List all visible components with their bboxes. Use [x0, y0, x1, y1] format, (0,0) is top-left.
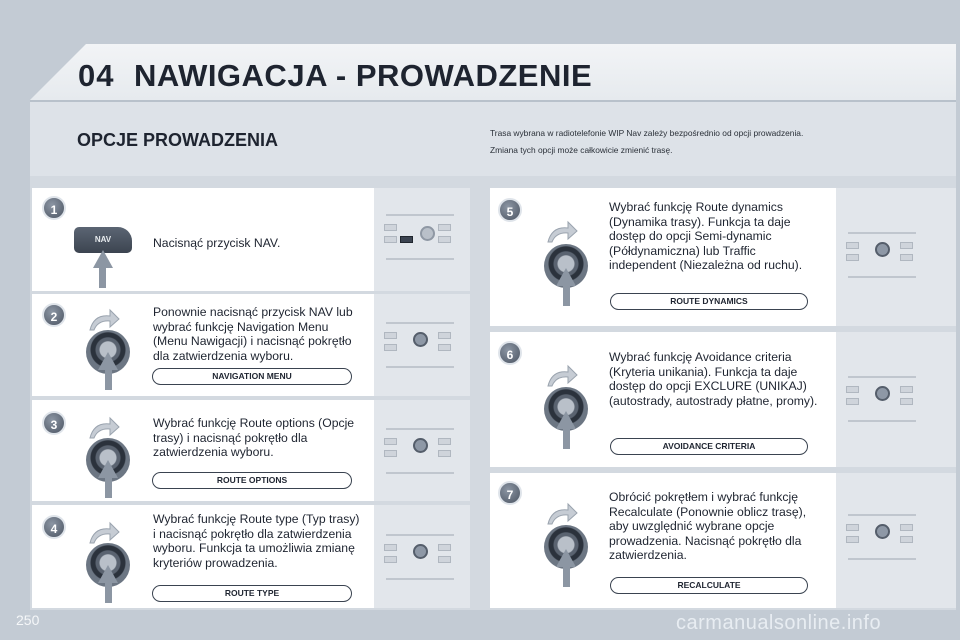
- step-badge-1: 1: [42, 196, 66, 220]
- press-arrow-stem: [105, 581, 112, 603]
- press-arrow-stem: [563, 284, 570, 306]
- menu-label-route-dynamics: ROUTE DYNAMICS: [610, 293, 808, 310]
- radio-panel-icon: [842, 228, 922, 284]
- page-number: 250: [16, 612, 40, 628]
- radio-panel-icon: [380, 424, 460, 480]
- menu-label-route-options: ROUTE OPTIONS: [152, 472, 352, 489]
- step-text-2: Ponownie nacisnąć przycisk NAV lub wybrać funkcję Navigation Menu (Menu Nawigacji) i nacisnąć pokrętło dla zatwierdzenia wyboru.: [153, 305, 353, 363]
- step-badge-7: 7: [498, 481, 522, 505]
- press-arrow-stem: [99, 266, 106, 288]
- step-text-5: Wybrać funkcję Route dynamics (Dynamika trasy). Funkcja ta daje dostęp do opcji Semi-dynamic (Półdynamiczna) lub Traffic independent (Niezależna od ruchu).: [609, 200, 803, 273]
- step-badge-5: 5: [498, 198, 522, 222]
- radio-panel-icon: [380, 318, 460, 374]
- radio-panel-icon: [842, 510, 922, 566]
- step-text-6: Wybrać funkcję Avoidance criteria (Kryteria unikania). Funkcja ta daje dostęp do opcji EXCLURE (UNIKAJ) (autostrady, autostrady płatne, promy).: [609, 350, 818, 408]
- step-badge-4: 4: [42, 515, 66, 539]
- step-text-7: Obrócić pokrętłem i wybrać funkcję Recalculate (Ponownie oblicz trasę), aby uwzględnić wybrane opcje prowadzenia. Nacisnąć pokrętło dla zatwierdzenia.: [609, 490, 807, 563]
- press-arrow-stem: [105, 476, 112, 498]
- section-title: OPCJE PROWADZENIA: [77, 130, 279, 150]
- section-intro: [490, 125, 930, 159]
- menu-label-navigation-menu: NAVIGATION MENU: [152, 368, 352, 385]
- press-arrow-stem: [563, 565, 570, 587]
- rotate-arrow-icon: [86, 308, 120, 332]
- menu-label-route-type: ROUTE TYPE: [152, 585, 352, 602]
- rotate-arrow-icon: [86, 416, 120, 440]
- press-arrow-stem: [105, 368, 112, 390]
- intro-line-1: Trasa wybrana w radiotelefonie WIP Nav zależy bezpośrednio od opcji prowadzenia.: [490, 128, 804, 138]
- step-text-4: Wybrać funkcję Route type (Typ trasy) i nacisnąć pokrętło dla zatwierdzenia wyboru. Funkcja ta umożliwia zmianę kryteriów prowadzenia.: [153, 512, 360, 570]
- nav-key-icon: NAV: [74, 227, 132, 253]
- rotate-arrow-icon: [544, 220, 578, 244]
- radio-panel-icon: [842, 372, 922, 428]
- step-badge-2: 2: [42, 303, 66, 327]
- watermark: carmanualsonline.info: [676, 612, 882, 634]
- page-title: NAWIGACJA - PROWADZENIE: [134, 58, 593, 93]
- rotate-arrow-icon: [544, 502, 578, 526]
- rotate-arrow-icon: [544, 364, 578, 388]
- press-arrow-stem: [563, 427, 570, 449]
- step-badge-3: 3: [42, 411, 66, 435]
- rotate-arrow-icon: [86, 521, 120, 545]
- menu-label-recalculate: RECALCULATE: [610, 577, 808, 594]
- intro-line-2: Zmiana tych opcji może całkowicie zmienić trasę.: [490, 145, 673, 155]
- radio-panel-icon: [380, 210, 460, 266]
- step-text-1: Nacisnąć przycisk NAV.: [153, 236, 281, 250]
- chapter-number: 04: [78, 58, 115, 93]
- menu-label-avoidance-criteria: AVOIDANCE CRITERIA: [610, 438, 808, 455]
- step-text-3: Wybrać funkcję Route options (Opcje trasy) i nacisnąć pokrętło dla zatwierdzenia wyboru.: [153, 416, 355, 460]
- step-badge-6: 6: [498, 341, 522, 365]
- radio-panel-icon: [380, 530, 460, 586]
